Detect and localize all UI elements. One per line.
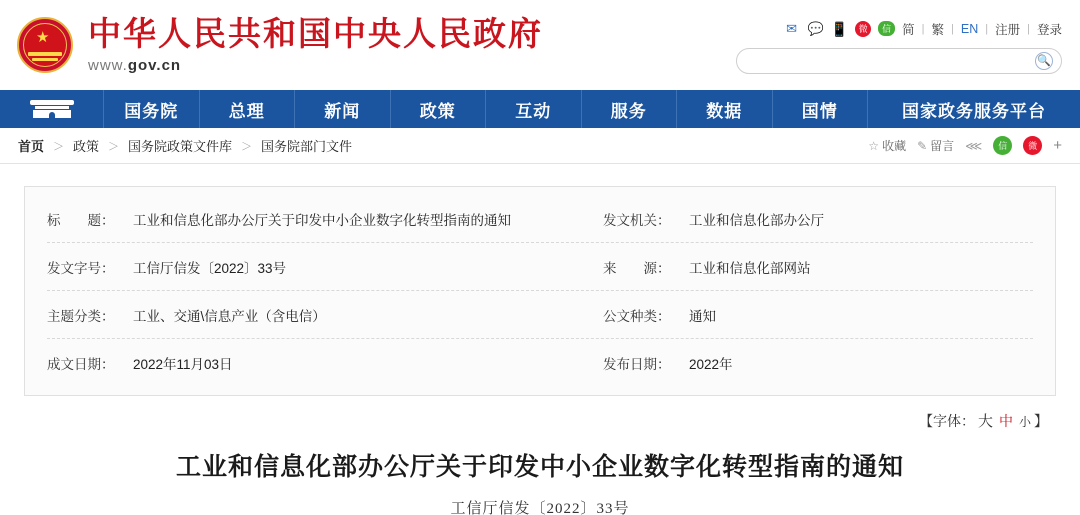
- national-emblem-icon: ★: [14, 14, 76, 76]
- lang-simplified-link[interactable]: 简: [902, 22, 915, 37]
- nav-item-shuju[interactable]: 数据: [677, 90, 773, 128]
- lang-traditional-link[interactable]: 繁: [931, 22, 945, 37]
- meta-cell-writtendate: [47, 353, 603, 373]
- meta-label-writtendate: 成文日期：: [47, 357, 115, 372]
- meta-label-publishdate: 发布日期：: [603, 357, 671, 372]
- nav-item-zhengce[interactable]: 政策: [391, 90, 487, 128]
- meta-cell-docnumber: [47, 257, 603, 277]
- document-meta-table: [24, 186, 1056, 396]
- main-nav: [0, 90, 1080, 128]
- weibo-icon[interactable]: 微: [1023, 136, 1042, 155]
- font-size-large-button[interactable]: 大: [977, 413, 993, 430]
- message-icon[interactable]: 💬: [807, 21, 824, 36]
- meta-label-source: 来 源：: [603, 260, 671, 276]
- star-icon: ☆: [868, 138, 880, 153]
- meta-value-writtendate: 2022年11月03日: [133, 357, 233, 372]
- site-title-en: www.gov.cn: [88, 57, 182, 74]
- divider: |: [985, 22, 989, 35]
- share-icon: ⋘: [965, 138, 983, 153]
- favorite-button[interactable]: [868, 137, 906, 154]
- meta-value-publishdate: 2022年: [689, 357, 733, 372]
- site-title: [88, 16, 543, 74]
- login-link[interactable]: 登录: [1036, 22, 1062, 37]
- meta-label-title: 标 题：: [47, 212, 115, 228]
- font-size-medium-button[interactable]: 中: [998, 413, 1013, 429]
- meta-cell-title: [47, 209, 603, 229]
- nav-item-xinwen[interactable]: 新闻: [295, 90, 391, 128]
- site-header: [0, 0, 1080, 90]
- pencil-icon: ✎: [917, 138, 928, 153]
- breadcrumb-separator: ＞: [241, 140, 253, 153]
- font-size-prefix: 【字体：: [918, 413, 975, 429]
- article-header: [0, 447, 1080, 515]
- meta-value-doctype: 通知: [689, 308, 716, 324]
- font-size-suffix: 】: [1034, 413, 1048, 429]
- breadcrumb-item-dept-docs[interactable]: 国务院部门文件: [261, 139, 353, 154]
- nav-item-zhengwu-platform[interactable]: 国家政务服务平台: [902, 101, 1046, 121]
- favorite-label: 收藏: [882, 139, 907, 153]
- divider: |: [951, 22, 954, 35]
- nav-item-fuwu[interactable]: 服务: [582, 90, 678, 128]
- document-meta-wrap: [0, 164, 1080, 396]
- font-size-selector: [0, 410, 1080, 431]
- wechat-icon[interactable]: 信: [993, 136, 1012, 155]
- meta-value-category: 工业、交通\信息产业（含电信）: [133, 308, 326, 324]
- search-box[interactable]: [736, 48, 1062, 74]
- header-utility-row: [783, 17, 1062, 41]
- plus-icon[interactable]: +: [1053, 137, 1062, 154]
- meta-row: [47, 291, 1033, 339]
- meta-value-issuer: 工业和信息化部办公厅: [689, 212, 824, 228]
- meta-row: [47, 243, 1033, 291]
- breadcrumb-separator: ＞: [53, 140, 65, 153]
- meta-cell-category: [47, 305, 603, 325]
- meta-value-docnumber: 工信厅信发〔2022〕33号: [133, 260, 287, 276]
- register-link[interactable]: 注册: [995, 22, 1021, 37]
- meta-label-category: 主题分类：: [47, 308, 115, 324]
- breadcrumb-item-home[interactable]: 首页: [18, 139, 45, 154]
- meta-label-doctype: 公文种类：: [603, 308, 671, 324]
- meta-label-docnumber: 发文字号：: [47, 260, 115, 276]
- mail-icon[interactable]: ✉: [786, 21, 798, 36]
- share-button[interactable]: [965, 139, 982, 153]
- meta-value-title: 工业和信息化部办公厅关于印发中小企业数字化转型指南的通知: [133, 212, 511, 228]
- nav-item-guoqing[interactable]: 国情: [773, 90, 869, 128]
- meta-row: [47, 195, 1033, 243]
- meta-cell-issuer: [603, 209, 1033, 229]
- breadcrumb-item-policy-library[interactable]: 国务院政策文件库: [128, 139, 233, 154]
- breadcrumb-separator: ＞: [108, 140, 120, 153]
- divider: |: [1027, 22, 1030, 35]
- meta-cell-source: [603, 257, 1033, 277]
- article-doc-number: 工信厅信发〔2022〕33号: [450, 501, 630, 515]
- weibo-icon[interactable]: 微: [855, 21, 871, 37]
- nav-item-zongli[interactable]: 总理: [200, 90, 296, 128]
- nav-item-guowuyuan[interactable]: 国务院: [104, 90, 200, 128]
- meta-label-issuer: 发文机关：: [603, 212, 671, 228]
- meta-cell-publishdate: [603, 353, 1033, 373]
- breadcrumb: [0, 128, 1080, 164]
- nav-item-home[interactable]: [0, 90, 104, 128]
- site-title-cn: 中华人民共和国中央人民政府: [88, 17, 543, 53]
- lang-english-link[interactable]: EN: [960, 21, 979, 36]
- nav-item-hudong[interactable]: 互动: [486, 90, 582, 128]
- header-right: [732, 17, 1062, 74]
- meta-value-source: 工业和信息化部网站: [689, 260, 811, 276]
- divider: |: [921, 22, 925, 35]
- mobile-icon[interactable]: 📱: [830, 20, 849, 37]
- wechat-icon[interactable]: 信: [878, 21, 895, 36]
- search-icon[interactable]: 🔍: [1035, 52, 1053, 70]
- message-button[interactable]: [917, 137, 954, 154]
- search-input[interactable]: [749, 53, 1035, 69]
- breadcrumb-tools: [868, 136, 1062, 155]
- message-label: 留言: [930, 139, 955, 153]
- font-size-small-button[interactable]: 小: [1018, 415, 1031, 429]
- breadcrumb-item-policy[interactable]: 政策: [73, 139, 100, 154]
- page-title: 工业和信息化部办公厅关于印发中小企业数字化转型指南的通知: [175, 454, 904, 481]
- gov-gate-icon: [30, 98, 74, 120]
- meta-row: [47, 339, 1033, 387]
- meta-cell-doctype: [603, 305, 1033, 325]
